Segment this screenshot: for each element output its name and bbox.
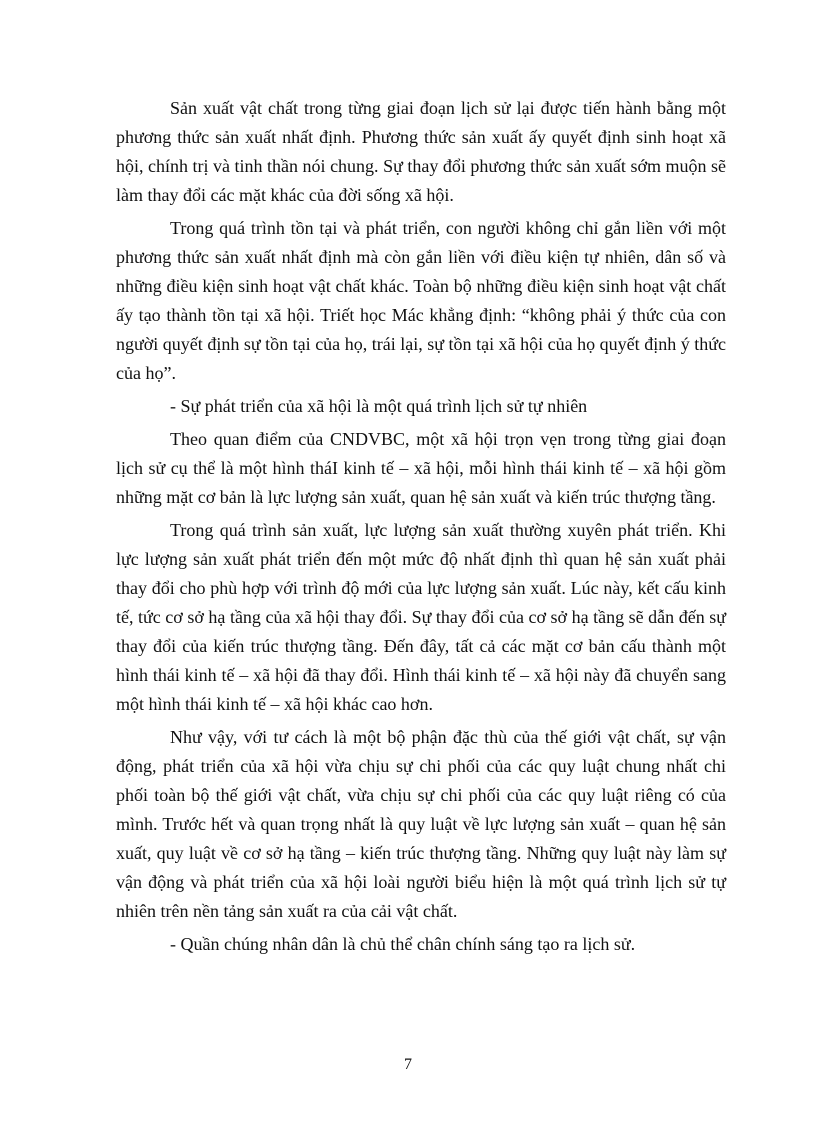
subheading: - Quần chúng nhân dân là chủ thể chân chính sáng tạo ra lịch sử. [170,934,636,954]
body-text [116,94,726,959]
page-number: 7 [404,1056,412,1073]
subheading: - Sự phát triển của xã hội là một quá trình lịch sử tự nhiên [170,396,588,416]
paragraph: Trong quá trình tồn tại và phát triển, con người không chỉ gắn liền với một phương thức sản xuất nhất định mà còn gắn liền với điều kiện tự nhiên, dân số và những điều kiện sinh hoạt vật chất khác. Toàn bộ những điều kiện sinh hoạt vật chất ấy tạo thành tồn tại xã hội. Triết học Mác khẳng định: “không phải ý thức của con người quyết định sự tồn tại của họ, trái lại, sự tồn tại xã hội của họ quyết định ý thức của họ”. [116,218,726,383]
paragraph: Sản xuất vật chất trong từng giai đoạn lịch sử lại được tiến hành bằng một phương thức sản xuất nhất định. Phương thức sản xuất ấy quyết định sinh hoạt xã hội, chính trị và tinh thần nói chung. Sự thay đổi phương thức sản xuất sớm muộn sẽ làm thay đổi các mặt khác của đời sống xã hội. [116,98,726,205]
paragraph: Trong quá trình sản xuất, lực lượng sản xuất thường xuyên phát triển. Khi lực lượng sản xuất phát triển đến một mức độ nhất định thì quan hệ sản xuất phải thay đổi cho phù hợp với trình độ mới của lực lượng sản xuất. Lúc này, kết cấu kinh tế, tức cơ sở hạ tầng của xã hội thay đổi. Sự thay đổi của cơ sở hạ tầng sẽ dẫn đến sự thay đổi của kiến trúc thượng tầng. Đến đây, tất cả các mặt cơ bản cấu thành một hình thái kinh tế – xã hội đã thay đổi. Hình thái kinh tế – xã hội này đã chuyển sang một hình thái kinh tế – xã hội khác cao hơn. [116,520,726,714]
paragraph: Theo quan điểm của CNDVBC, một xã hội trọn vẹn trong từng giai đoạn lịch sử cụ thể là một hình tháI kinh tế – xã hội, mỗi hình thái kinh tế – xã hội gồm những mặt cơ bản là lực lượng sản xuất, quan hệ sản xuất và kiến trúc thượng tầng. [116,429,726,507]
paragraph: Như vậy, với tư cách là một bộ phận đặc thù của thế giới vật chất, sự vận động, phát triển của xã hội vừa chịu sự chi phối của các quy luật chung nhất chi phối toàn bộ thế giới vật chất, vừa chịu sự chi phối của các quy luật riêng có của mình. Trước hết và quan trọng nhất là quy luật về lực lượng sản xuất – quan hệ sản xuất, quy luật về cơ sở hạ tầng – kiến trúc thượng tầng. Những quy luật này làm sự vận động và phát triển của xã hội loài người biểu hiện là một quá trình lịch sử tự nhiên trên nền tảng sản xuất ra của cải vật chất. [116,727,726,921]
